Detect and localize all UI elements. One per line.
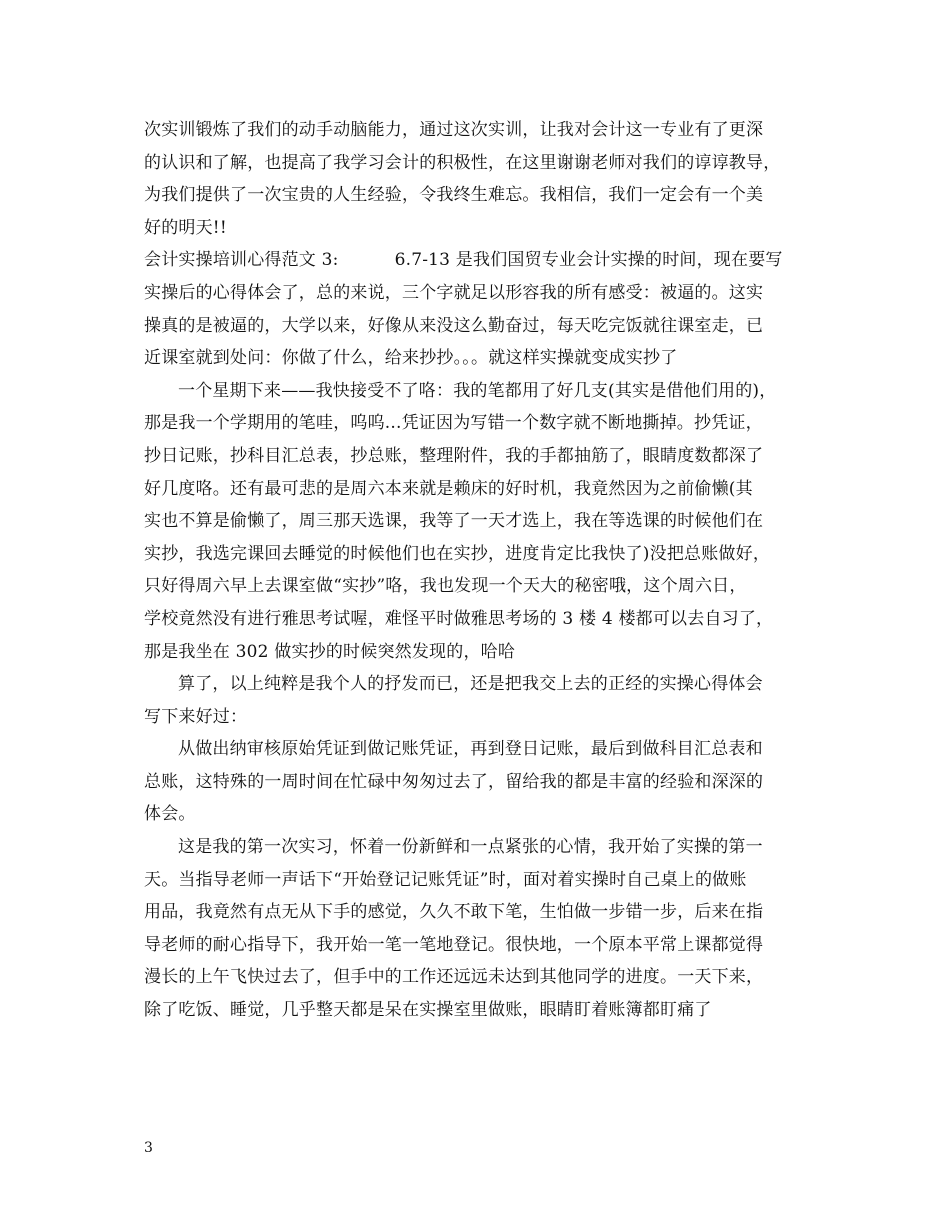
text-line: 实抄，我选完课回去睡觉的时候他们也在实抄，进度肯定比我快了)没把总账做好， — [144, 543, 771, 564]
text-line: 的认识和了解，也提高了我学习会计的积极性，在这里谢谢老师对我们的谆谆教导， — [144, 152, 781, 173]
text-line: 抄日记账，抄科目汇总表，抄总账，整理附件，我的手都抽筋了，眼睛度数都深了 — [144, 445, 764, 466]
page-number: 3 — [144, 1140, 153, 1156]
paragraph-start-line: 这是我的第一次实习，怀着一份新鲜和一点紧张的心情，我开始了实操的第一 — [178, 837, 763, 858]
text-line: 只好得周六早上去课室做“实抄”咯，我也发现一个天大的秘密哦，这个周六日， — [144, 576, 747, 597]
text-line: 操真的是被逼的，大学以来，好像从来没这么勤奋过，每天吃完饭就往课室走，已 — [144, 315, 764, 336]
paragraph-start-line: 一个星期下来——我快接受不了咯：我的笔都用了好几支(其实是借他们用的)， — [178, 380, 777, 401]
text-line: 总账，这特殊的一周时间在忙碌中匆匆过去了，留给我的都是丰富的经验和深深的 — [144, 771, 764, 792]
text-line: 体会。 — [144, 804, 196, 825]
text-line: 除了吃饭、睡觉，几乎整天都是呆在实操室里做账，眼睛盯着账簿都盯痛了 — [144, 1000, 712, 1021]
text-line: 实操后的心得体会了，总的来说，三个字就足以形容我的所有感受：被逼的。这实 — [144, 282, 764, 303]
text-line: 用品，我竟然有点无从下手的感觉，久久不敢下笔，生怕做一步错一步，后来在指 — [144, 902, 764, 923]
text-line: 次实训锻炼了我们的动手动脑能力，通过这次实训，让我对会计这一专业有了更深 — [144, 120, 764, 140]
section-heading-line: 会计实操培训心得范文 3: 6.7-13 是我们国贸专业会计实操的时间，现在要写 — [144, 250, 783, 271]
text-line: 写下来好过： — [144, 706, 248, 727]
text-line: 漫长的上午飞快过去了，但手中的工作还远远未达到其他同学的进度。一天下来， — [144, 967, 764, 988]
text-line: 导老师的耐心指导下，我开始一笔一笔地登记。很快地，一个原本平常上课都觉得 — [144, 934, 764, 955]
text-line: 为我们提供了一次宝贵的人生经验，令我终生难忘。我相信，我们一定会有一个美 — [144, 185, 764, 206]
text-line: 天。当指导老师一声话下“开始登记记账凭证”时，面对着实操时自己桌上的做账 — [144, 869, 747, 890]
text-line: 实也不算是偷懒了，周三那天选课，我等了一天才选上，我在等选课的时候他们在 — [144, 511, 764, 532]
text-line: 好几度咯。还有最可悲的是周六本来就是赖床的好时机，我竟然因为之前偷懒(其 — [144, 478, 753, 499]
text-line: 那是我坐在 302 做实抄的时候突然发现的，哈哈 — [144, 641, 516, 662]
document-body — [144, 114, 824, 1027]
text-line: 近课室就到处问：你做了什么，给来抄抄。。。就这样实操就变成实抄了 — [144, 348, 678, 369]
paragraph-start-line: 算了，以上纯粹是我个人的抒发而已，还是把我交上去的正经的实操心得体会 — [178, 674, 763, 695]
text-line: 好的明天!! — [144, 217, 227, 238]
text-line: 学校竟然没有进行雅思考试喔，难怪平时做雅思考场的 3 楼 4 楼都可以去自习了， — [144, 608, 774, 629]
text-line: 那是我一个学期用的笔哇，呜呜...凭证因为写错一个数字就不断地撕掉。抄凭证， — [144, 413, 763, 434]
paragraph-start-line: 从做出纳审核原始凭证到做记账凭证，再到登日记账，最后到做科目汇总表和 — [178, 739, 763, 760]
